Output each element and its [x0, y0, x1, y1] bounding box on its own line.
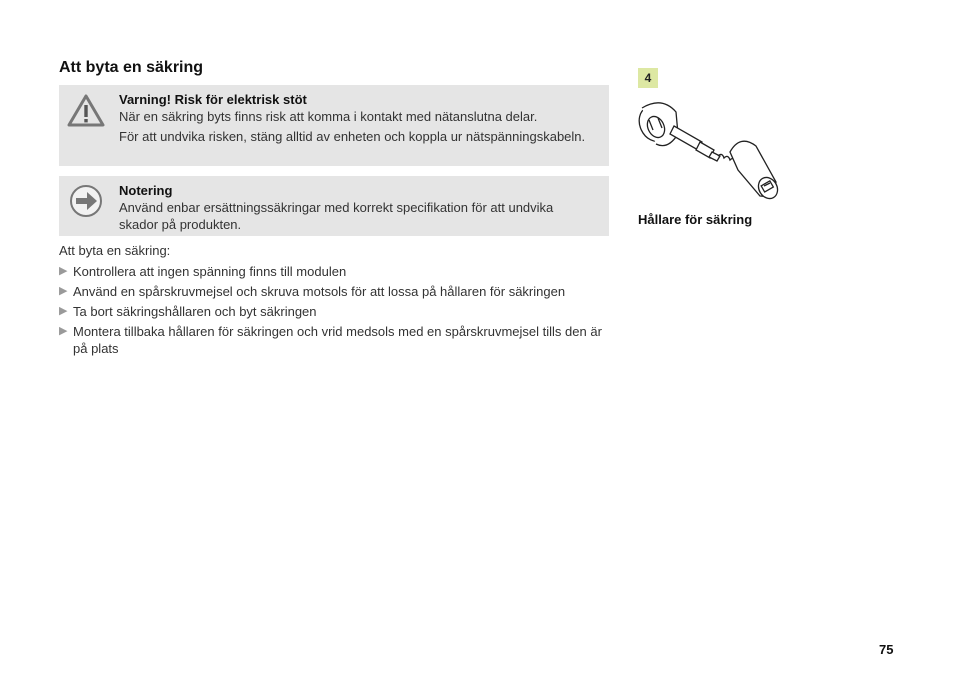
figure-caption: Hållare för säkring [638, 212, 753, 227]
bullet-icon: ▶ [59, 265, 68, 277]
bullet-icon: ▶ [59, 285, 68, 297]
page-title: Att byta en säkring [59, 59, 204, 76]
list-item: ▶ Ta bort säkringshållaren och byt säkringen [59, 304, 317, 319]
list-item: ▶ Använd en spårskruvmejsel och skruva motsols för att lossa på hållaren för säkringen [59, 284, 566, 299]
bullet-icon: ▶ [59, 325, 68, 337]
warning-heading: Varning! Risk för elektrisk stöt [119, 92, 307, 107]
list-item: ▶ Kontrollera att ingen spänning finns till modulen [59, 264, 347, 279]
arrow-right-circle-icon [67, 182, 105, 220]
figure-number-badge: 4 [638, 68, 658, 88]
bullet-icon: ▶ [59, 305, 68, 317]
fuse-holder-illustration [632, 94, 782, 204]
procedure-steps [59, 263, 609, 360]
procedure-intro: Att byta en säkring: [59, 243, 171, 258]
warning-triangle-icon [67, 91, 105, 129]
page-number: 75 [879, 642, 894, 657]
warning-callout [59, 85, 609, 166]
note-text: Använd enbar ersättningssäkringar med korrekt specifikation för att undvika skador på produkten. [119, 200, 554, 232]
list-item: ▶ Montera tillbaka hållaren för säkringen och vrid medsols med en spårskruvmejsel tills den är på plats [59, 324, 602, 356]
warning-paragraph-2: För att undvika risken, stäng alltid av enheten och koppla ur nätspänningskabeln. [119, 129, 586, 144]
note-callout [59, 176, 609, 236]
warning-paragraph-1: När en säkring byts finns risk att komma i kontakt med nätanslutna delar. [119, 109, 538, 124]
note-heading: Notering [119, 183, 173, 198]
